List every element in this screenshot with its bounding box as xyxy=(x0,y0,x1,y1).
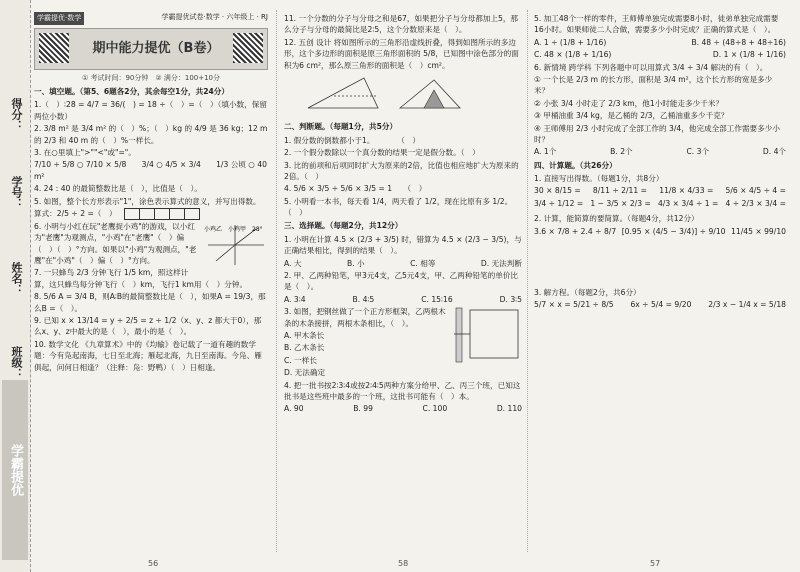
square-frame-figure xyxy=(450,306,522,364)
question: 3. 在○里填上">""<"或"="。 xyxy=(34,147,136,157)
calc-row xyxy=(534,299,786,310)
option: B. 99 xyxy=(353,404,373,414)
triangle-fold-figure xyxy=(304,76,464,112)
sub-heading: 1. 直接写出得数。（每题1分，共8分） xyxy=(534,174,664,184)
option: D. 1 × (1/8 + 1/16) xyxy=(712,50,786,60)
choice-question xyxy=(284,306,522,329)
option: B. 48 ÷ (48÷8 + 48÷16) xyxy=(691,37,786,47)
school-no-label: 学号： xyxy=(10,176,23,209)
name-label: 姓名： xyxy=(10,262,23,295)
calc-item: 30 × 8/15 = xyxy=(534,186,581,196)
question-text: 6. 小明与小红在玩"老鹰捉小鸡"的游戏，以小红为"老鹰"为观测点，"小鸡"在"老鹰"（ ）偏（ ）（ ）°方向。如果以"小鸡"为观测点，"老鹰"在"小鸡"（ ）偏（ ）°方向。 xyxy=(34,221,197,266)
binding-strip xyxy=(0,0,31,572)
column-divider xyxy=(527,10,528,552)
section-heading: 三、选择题。（每题2分，共12分） xyxy=(284,221,403,231)
column-1 xyxy=(34,12,268,374)
calc-row xyxy=(534,198,786,209)
calc-item: 11/8 × 4/33 = xyxy=(659,186,714,196)
page-number: 56 xyxy=(148,559,159,568)
page-number: 58 xyxy=(398,559,409,568)
column-divider xyxy=(276,10,277,552)
formula: 算式：2/5 ÷ 2 =（ ） xyxy=(34,208,117,218)
question: 7/10 ÷ 5/8 ○ 7/10 × 5/8 3/4 ○ 4/5 × 3/4 1/3 公顷 ○ 40 m² xyxy=(34,160,268,181)
option: C. 一样长 xyxy=(284,355,317,365)
calc-row xyxy=(534,226,786,237)
question xyxy=(34,208,268,220)
qr-code-icon xyxy=(233,33,263,63)
option: A. 大 xyxy=(284,258,302,268)
series-title: 学霸提优试卷·数学 · 六年级上 · RJ xyxy=(161,13,268,21)
question: 7. 一只蜂鸟 2/3 分钟飞行 1/5 km，照这样计算，这只蜂鸟每分钟飞行（ ）km，飞行1 km用（ ）分钟。 xyxy=(34,268,248,289)
exam-banner xyxy=(34,28,268,70)
page-header xyxy=(34,12,268,25)
choice-question: 6. 新情境 跨学科 下列各题中可以用算式 3/4 ÷ 3/4 解决的有（ ）。 xyxy=(534,62,768,72)
option: A. 1个 xyxy=(534,147,557,157)
option: A. 1 ÷ (1/8 + 1/16) xyxy=(534,37,607,47)
column-2 xyxy=(284,12,522,416)
calc-item: 3/4 ÷ 1/12 = xyxy=(534,198,584,208)
option: C. 3个 xyxy=(686,147,710,157)
question: 8. 5/6 A = 3/4 B，则A∶B的最简整数比是（ ），如果A = 19/3，那么B =（ ）。 xyxy=(34,292,266,313)
exam-meta: ① 考试时间：90分钟 ② 满分：100+10分 xyxy=(81,73,221,82)
calc-item: 11/45 × 99/10 xyxy=(731,226,786,236)
question xyxy=(34,221,268,267)
option: C. 15∶16 xyxy=(421,294,453,304)
calc-row xyxy=(534,185,786,196)
choice-options xyxy=(534,49,786,60)
choice-options xyxy=(534,37,786,48)
sub-item: ② 小张 3/4 小时走了 2/3 km，他1小时能走多少千米？ xyxy=(534,98,724,108)
calc-item: 8/11 ÷ 2/11 = xyxy=(592,186,647,196)
option: A. 3∶4 xyxy=(284,294,306,304)
option: B. 乙木条长 xyxy=(284,343,325,353)
section-heading: 一、填空题。（第5、6题各2分，其余每空1分，共24分） xyxy=(34,87,229,96)
section-heading: 四、计算题。（共26分） xyxy=(534,160,617,170)
judgement-item: 1. 假分数的倒数都小于1。 （ ） xyxy=(284,135,420,145)
choice-question: 2. 甲、乙两种铅笔，甲3元4支，乙5元4支，甲、乙两种铅笔的单价比是（ ）。 xyxy=(284,271,519,292)
choice-question: 1. 小明在计算 4.5 × (2/3 + 3/5) 时，错算为 4.5 × (2/3 − 3/5)，与正确结果相比，得到的结果（ ）。 xyxy=(284,234,522,256)
question: 1.（ ）∶28 = 4/7 = 36/( ) = 18 ÷（ ）=（ ）（填小数，保留两位小数） xyxy=(34,100,267,121)
judgement-item: 4. 5/6 × 3/5 ÷ 5/6 × 3/5 = 1 （ ） xyxy=(284,184,427,194)
choice-options xyxy=(284,294,522,305)
sub-heading: 2. 计算，能简算的要简算。（每题4分，共12分） xyxy=(534,214,699,224)
compass-label: 小鸡乙 小鸡甲 28° xyxy=(204,225,263,233)
sub-item: ③ 甲桶油重 3/4 kg，是乙桶的 2/3，乙桶油重多少千克？ xyxy=(534,111,729,121)
option: C. 相等 xyxy=(410,258,436,268)
sub-item: ① 一个长是 2/3 m 的长方形，面积是 3/4 m²，这个长方形的宽是多少米？ xyxy=(534,74,773,96)
option: B. 2个 xyxy=(610,147,633,157)
question: 9. 已知 x × 13/14 = y ÷ 2/5 = z ÷ 1/2（x、y、z 都大于0），那么x、y、z中最大的是（ ），最小的是（ ）。 xyxy=(34,316,262,337)
calc-item: 3.6 × 7/8 + 2.4 ÷ 8/7 xyxy=(534,226,617,236)
column-3 xyxy=(534,12,786,312)
score-label: 得分： xyxy=(10,98,23,131)
choice-question: 5. 加工48个一样的零件，王师傅单独完成需要8小时，徒弟单独完成需要16小时。如果师徒二人合做，需要多少小时完成？正确的算式是（ ）。 xyxy=(534,14,779,35)
option: B. 4∶5 xyxy=(352,294,375,304)
option: A. 90 xyxy=(284,404,304,414)
choice-options xyxy=(284,258,522,269)
question: 5. 如图，整个长方形表示"1"，涂色表示算式的意义，并写出得数。 xyxy=(34,196,261,206)
option: D. 4个 xyxy=(762,147,786,157)
class-label: 班级： xyxy=(10,346,23,379)
judgement-item: 2. 一个假分数除以一个真分数的结果一定是假分数。（ ） xyxy=(284,148,480,158)
judgement-item: 5. 小明看一本书，每天看 1/4，两天看了 1/2，现在比原有多 1/2。（ ） xyxy=(284,196,513,218)
calc-item: 2/3 x − 1/4 x = 5/18 xyxy=(708,300,786,310)
option: A. 甲木条长 xyxy=(284,330,325,340)
judgement-item: 3. 比的前项和后项同时扩大为原来的2倍，比值也相应地扩大为原来的2倍。（ ） xyxy=(284,160,519,181)
choice-options xyxy=(284,403,522,414)
calc-item: 1 − 3/5 × 2/3 = xyxy=(590,198,651,208)
qr-code-icon xyxy=(39,33,69,63)
compass-figure xyxy=(202,221,268,269)
brand-stamp: 学霸提优 xyxy=(2,380,28,560)
exam-title: 期中能力提优（B卷） xyxy=(92,40,220,56)
option: B. 小 xyxy=(346,258,365,268)
sub-item: ④ 王师傅用 2/3 小时完成了全部工作的 3/4，他完成全部工作需要多少小时？ xyxy=(534,123,780,144)
question: 11. 一个分数的分子与分母之和是67，如果把分子与分母都加上5，那么分子与分母的最简比是2∶5，这个分数原来是（ ）。 xyxy=(284,14,519,35)
question: 10. 数学文化 《九章算术》中的《均输》卷记载了一道有趣的数学题：今有凫起南海，七日至北海；雁起北海，九日至南海。今凫、雁俱起，问何日相逢？（注释：凫：野鸭）（ ）日相逢。 xyxy=(34,339,262,372)
question-text: 3. 如图，把钢丝做了一个正方形框架，乙两根木条的木条接拼，两根木条相比，（ ）。 xyxy=(284,307,446,328)
question: 4. 24 : 40 的最简整数比是（ ），比值是（ ）。 xyxy=(34,184,202,194)
calc-item: 5/6 × 4/5 ÷ 4 = xyxy=(725,186,786,196)
calc-item: 4/3 × 3/4 ÷ 1 = xyxy=(657,198,719,208)
option: D. 无法确定 xyxy=(284,368,326,378)
option: C. 48 × (1/8 + 1/16) xyxy=(534,50,612,60)
section-heading: 二、判断题。（每题1分，共5分） xyxy=(284,122,398,132)
option: D. 无法判断 xyxy=(480,258,522,268)
choice-question: 4. 把一批书按2∶3∶4或按2∶4∶5两种方案分给甲、乙、丙三个班，已知这批书是这些班中最多的一个班，这批书可能有（ ）本。 xyxy=(284,380,521,401)
calc-item: 5/7 × x = 5/21 ÷ 8/5 xyxy=(534,300,614,310)
sub-heading: 3. 解方程。（每题2分，共6分） xyxy=(534,288,641,298)
brand-tag: 学霸提优·数学 xyxy=(34,12,84,25)
option: D. 110 xyxy=(496,404,522,414)
calc-item: [0.95 × (4/5 − 3/4)] ÷ 9/10 xyxy=(621,226,726,236)
rectangle-grid xyxy=(125,208,200,220)
calc-item: 4 ÷ 2/3 × 3/4 = xyxy=(725,198,786,208)
page-number: 57 xyxy=(650,559,661,568)
question: 2. 3/8 m² 是 3/4 m² 的（ ）%；（ ）kg 的 4/9 是 36 kg；12 m 的 2/3 和 40 m 的（ ）%一样长。 xyxy=(34,124,268,145)
question: 12. 五创 设计 将如图所示的三角形沿虚线折叠，得到如图所示的多边形，这个多边形的面积是原三角形面积的 5/8，已知图中涂色部分的面积为6 cm²，那么原三角形的面积是（ ）cm²。 xyxy=(284,37,519,70)
calc-item: 6x ÷ 5/4 = 9/20 xyxy=(630,300,692,310)
option: C. 100 xyxy=(422,404,448,414)
option: D. 3∶5 xyxy=(499,294,522,304)
choice-options xyxy=(534,146,786,157)
